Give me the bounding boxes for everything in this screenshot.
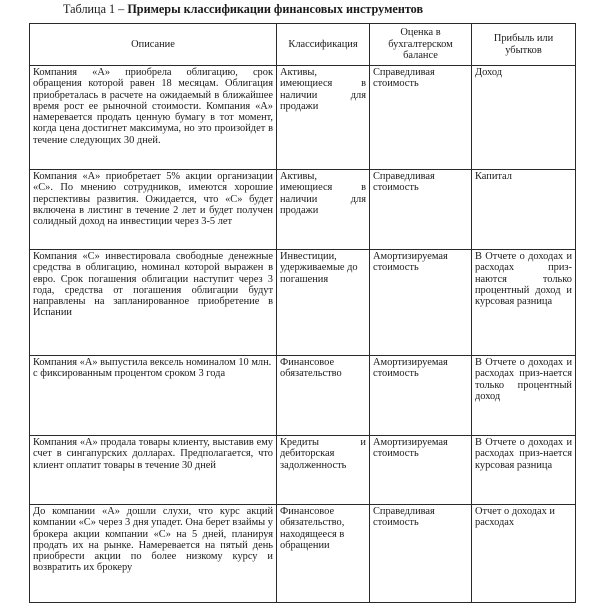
table-row [30,356,576,436]
table-row [30,170,576,250]
cell-description: До компании «А» дошли слухи, что курс акций компании «С» через 3 дня упадет. Она берет взаймы у брокера акции компании «С» на 5 дней, планируя продать их на рынке. Намеревается на пятый день приобрести акции по более низкому курсу и возвратить их брокеру [30,505,277,603]
cell-classification: Кредиты и дебиторская задолженность [277,436,370,505]
cell-profit: Отчет о доходах и расходах [472,505,576,603]
cell-description: Компания «А» продала товары клиенту, выставив ему счет в сингапурских долларах. Предполагается, что клиент оплатит товары в течение 30 дней [30,436,277,505]
cell-profit: В Отчете о доходах и расходах приз-нается курсовая разница [472,436,576,505]
header-valuation: Оценка в бухгалтерском балансе [370,24,472,66]
caption-title: Примеры классификации финансовых инструментов [127,2,424,16]
cell-classification: Инвестиции, удерживаемые до погашения [277,250,370,356]
cell-valuation: Амортизируемая стоимость [370,436,472,505]
cell-valuation: Справедливая стоимость [370,170,472,250]
cell-description: Компания «А» приобретает 5% акции организации «С». По мнению сотрудников, имеются хорошие перспективы развития. Ожидается, что «С» будет включена в листинг в течение 2 лет и будет получен солидный доход на инвестиции через 3-5 лет [30,170,277,250]
cell-classification: Финансовое обязательство [277,356,370,436]
cell-description: Компания «А» выпустила вексель номиналом 10 млн. с фиксированным процентом сроком 3 года [30,356,277,436]
cell-valuation: Справедливая стоимость [370,66,472,170]
cell-valuation: Амортизируемая стоимость [370,250,472,356]
table-row [30,66,576,170]
header-classification: Классификация [277,24,370,66]
cell-description: Компания «С» инвестировала свободные денежные средства в облигацию, номинал которой выражен в евро. Срок погашения облигации наступит через 3 года, средства от погашения облигации будут направлены на запланированное приобретение в Испании [30,250,277,356]
cell-description: Компания «А» приобрела облигацию, срок обращения которой равен 18 месяцам. Облигация приобреталась в расчете на ожидаемый в ближайшее время рост ее рыночной стоимости. Компания «А» намеревается продать ценную бумагу в тот момент, когда цена достигнет максимума, но это произойдет в течение следующих 30 дней. [30,66,277,170]
header-profit: Прибыль или убытков [472,24,576,66]
cell-classification: Активы, имеющиеся в наличии для продажи [277,66,370,170]
cell-profit: Капитал [472,170,576,250]
table-header-row [30,24,576,66]
classification-table [29,23,576,603]
table-caption [63,2,423,16]
caption-prefix: Таблица 1 – [63,2,128,16]
cell-valuation: Амортизируемая стоимость [370,356,472,436]
table-row [30,505,576,603]
table-row [30,250,576,356]
header-description: Описание [30,24,277,66]
cell-profit: Доход [472,66,576,170]
cell-profit: В Отчете о доходах и расходах приз-нается только процентный доход [472,356,576,436]
cell-valuation: Справедливая стоимость [370,505,472,603]
cell-classification: Активы, имеющиеся в наличии для продажи [277,170,370,250]
cell-classification: Финансовое обязательство, находящееся в обращении [277,505,370,603]
cell-profit: В Отчете о доходах и расходах приз-наются только процентный доход и курсовая разница [472,250,576,356]
table-row [30,436,576,505]
